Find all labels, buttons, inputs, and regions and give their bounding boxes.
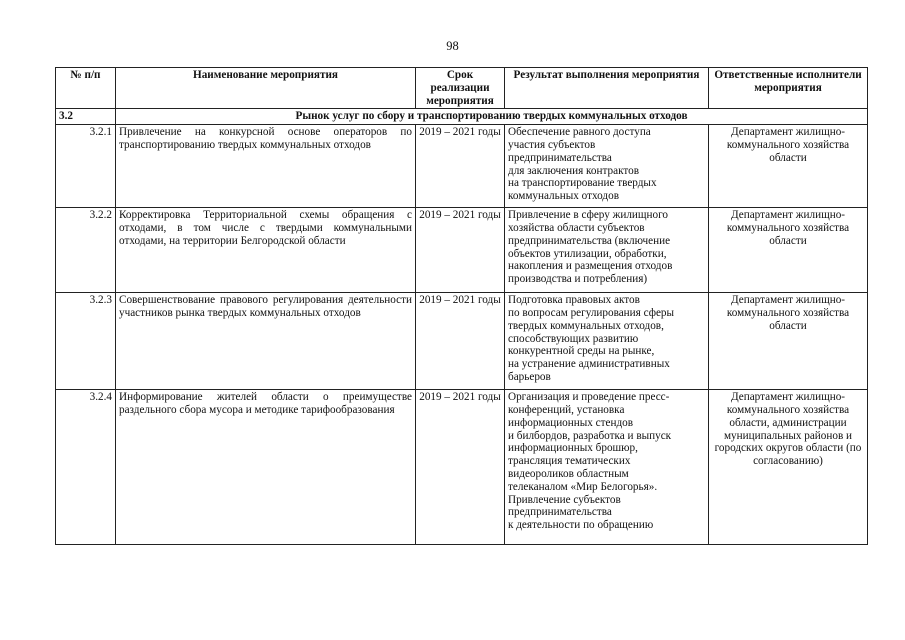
result-line: для заключения контрактов [508,164,639,177]
row-executors: Департамент жилищно-коммунального хозяйства области [709,293,868,390]
result-line: видеороликов областным [508,467,629,480]
result-line: коммунальных отходов [508,190,619,203]
result-line: хозяйства области субъектов [508,221,645,234]
result-line: накопления и размещения отходов [508,260,673,273]
measures-table [55,67,868,545]
header-executors: Ответственные исполнители мероприятия [709,68,868,109]
section-num: 3.2 [56,109,116,125]
row-term: 2019 – 2021 годы [416,125,505,208]
row-executors: Департамент жилищно-коммунального хозяйства области [709,208,868,293]
row-num: 3.2.4 [56,390,116,545]
row-num: 3.2.3 [56,293,116,390]
result-line: участия субъектов [508,138,596,151]
row-term: 2019 – 2021 годы [416,390,505,545]
result-line: Привлечение субъектов [508,493,621,506]
result-line: предпринимательства [508,151,612,164]
result-line: Привлечение в сферу жилищного [508,209,669,222]
table-row [56,293,868,390]
result-line: способствующих развитию [508,332,639,345]
result-line: Организация и проведение пресс- [508,391,670,404]
result-line: объектов утилизации, обработки, [508,247,667,260]
header-name: Наименование мероприятия [116,68,416,109]
result-line: производства и потребления) [508,273,648,286]
section-title: Рынок услуг по сбору и транспортированию твердых коммунальных отходов [116,109,868,125]
row-result [505,208,709,293]
result-line: барьеров [508,370,551,383]
result-line: информационных брошюр, [508,442,638,455]
row-name: Информирование жителей области о преимуществе раздельного сбора мусора и методике тарифообразования [116,390,416,545]
result-line: конференций, установка [508,403,625,416]
result-line: и билбордов, разработка и выпуск [508,429,672,442]
row-num: 3.2.2 [56,208,116,293]
table-row [56,125,868,208]
row-num: 3.2.1 [56,125,116,208]
result-line: Подготовка правовых актов [508,294,640,307]
row-name: Совершенствование правового регулирования деятельности участников рынка твердых коммунальных отходов [116,293,416,390]
result-line: информационных стендов [508,416,634,429]
row-executors: Департамент жилищно-коммунального хозяйства области [709,125,868,208]
row-result [505,390,709,545]
result-line: по вопросам регулирования сферы [508,306,675,319]
row-term: 2019 – 2021 годы [416,208,505,293]
result-line: твердых коммунальных отходов, [508,319,664,332]
table-header-row [56,68,868,109]
result-line: телеканалом «Мир Белогорья». [508,480,658,493]
row-name: Привлечение на конкурсной основе операторов по транспортированию твердых коммунальных отходов [116,125,416,208]
result-line: конкурентной среды на рынке, [508,345,655,358]
result-line: трансляция тематических [508,455,631,468]
table-row [56,390,868,545]
page-number: 98 [446,39,459,53]
header-num: № п/п [56,68,116,109]
row-name: Корректировка Территориальной схемы обращения с отходами, в том числе с твердыми коммунальными отходами, на территории Белгородской области [116,208,416,293]
section-row [56,109,868,125]
result-line: на транспортирование твердых [508,177,657,190]
row-result [505,293,709,390]
result-line: на устранение административных [508,358,670,371]
row-term: 2019 – 2021 годы [416,293,505,390]
result-line: предпринимательства [508,506,612,519]
table-row [56,208,868,293]
result-line: предпринимательства (включение [508,234,671,247]
header-result: Результат выполнения мероприятия [505,68,709,109]
result-line: Обеспечение равного доступа [508,126,651,139]
result-line: к деятельности по обращению [508,519,654,532]
row-executors: Департамент жилищно-коммунального хозяйства области, администрации муниципальных районов и городских округов области (по согласованию) [709,390,868,545]
header-term: Срок реализации мероприятия [416,68,505,109]
row-result [505,125,709,208]
